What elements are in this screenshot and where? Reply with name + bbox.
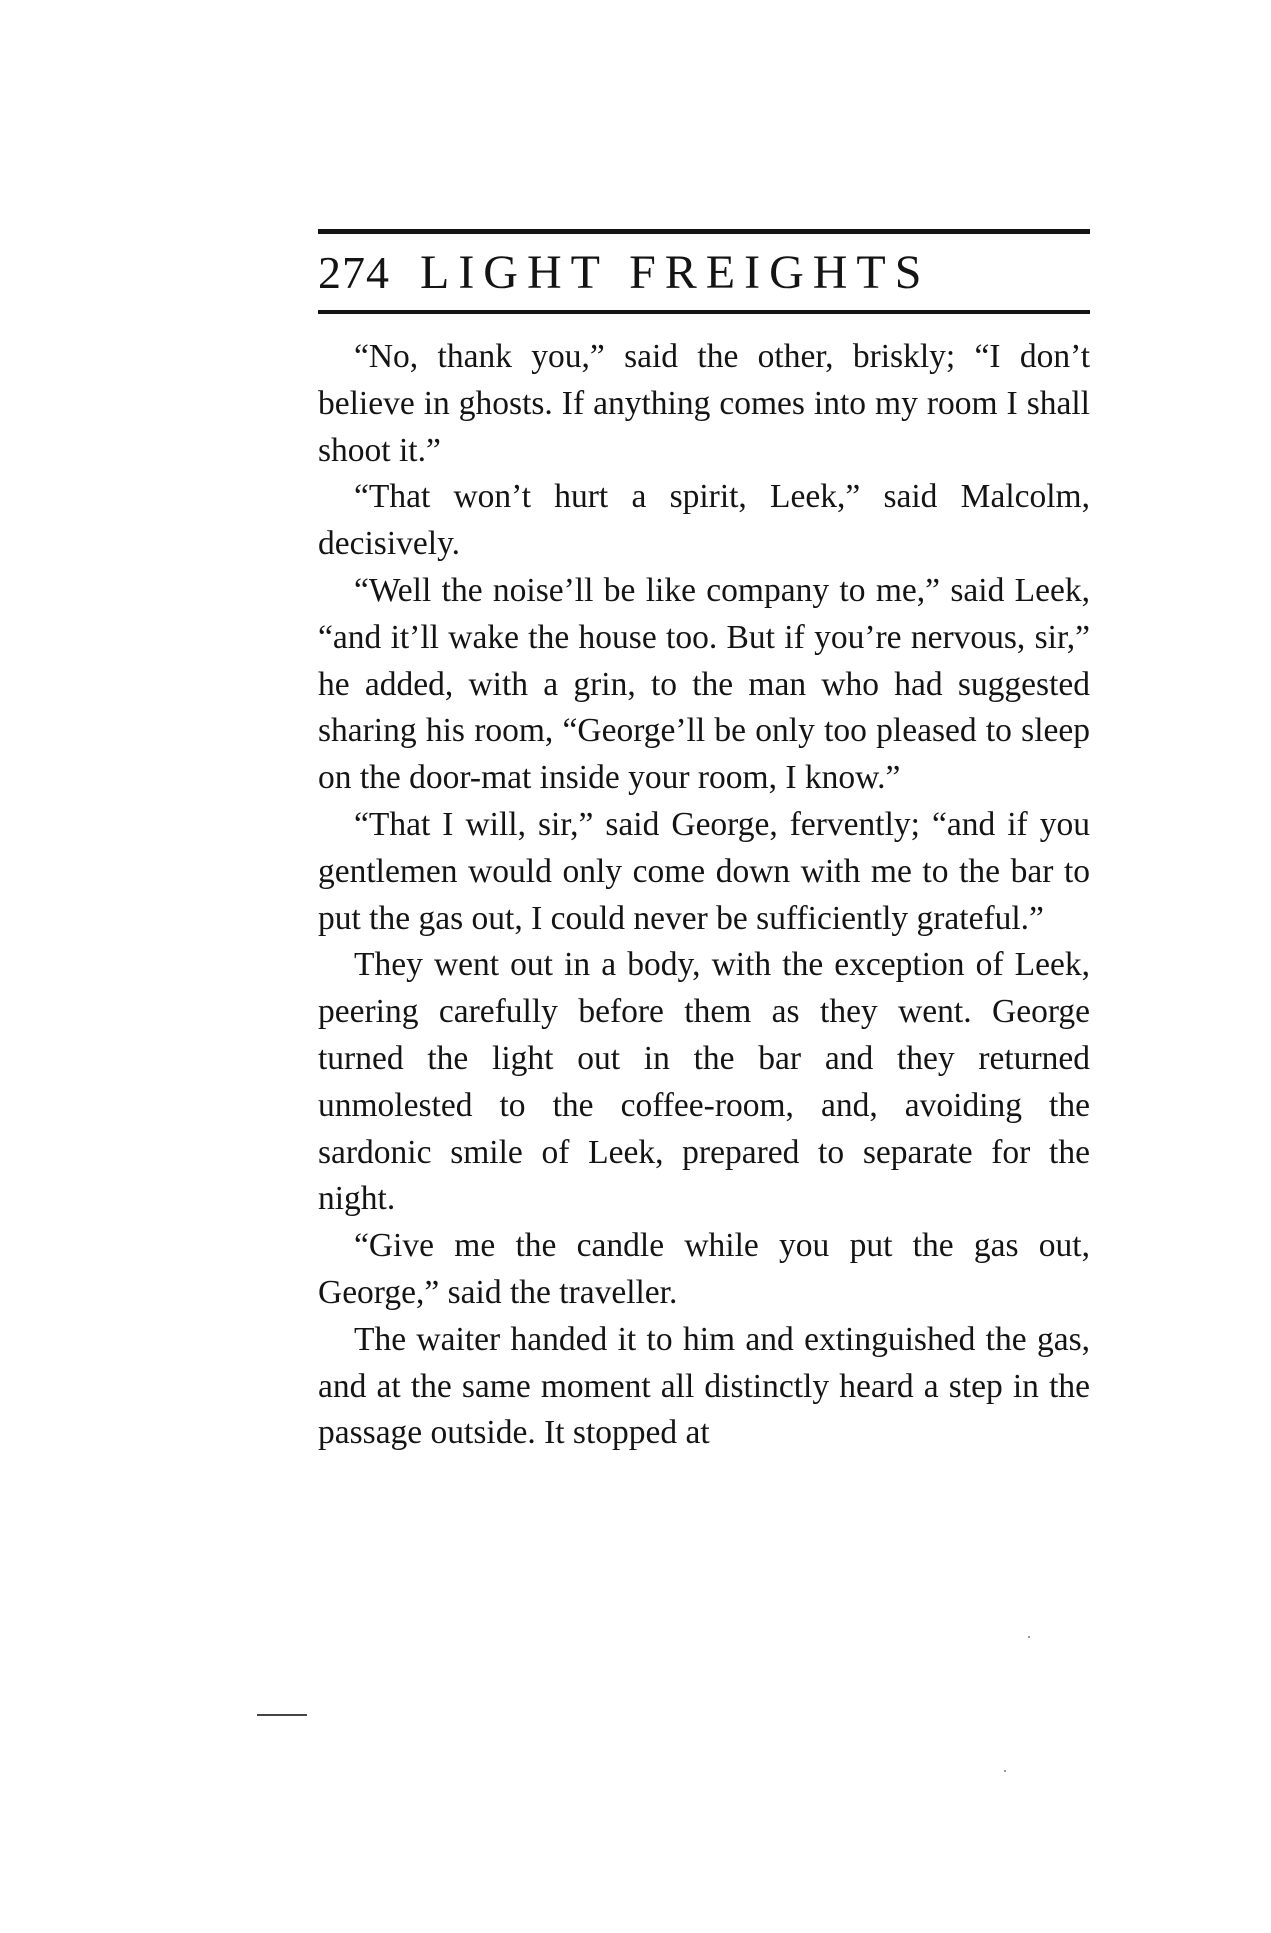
header-rule-top (318, 229, 1090, 234)
book-title: LIGHT FREIGHTS (420, 246, 931, 299)
running-head (318, 238, 1090, 308)
stray-dash-mark (257, 1714, 307, 1716)
paragraph: “That I will, sir,” said George, fervently; “and if you gentlemen would only come down with me to the bar to put the gas out, I could never be sufficiently grateful.” (318, 805, 1090, 937)
paragraph: “No, thank you,” said the other, briskly; “I don’t believe in ghosts. If anything comes into my room I shall shoot it.” (318, 338, 1090, 469)
body-text (318, 334, 1090, 1457)
paragraph: The waiter handed it to him and extinguished the gas, and at the same moment all distinctly heard a step in the passage outside. It stopped at (318, 1320, 1090, 1452)
page-number: 274 (318, 247, 390, 298)
paragraph: “Give me the candle while you put the gas out, George,” said the traveller. (318, 1227, 1090, 1311)
paragraph: They went out in a body, with the exception of Leek, peering carefully before them as they went. George turned the light out in the bar and they returned unmolested to the coffee-room, and, avoiding the sardonic smile of Leek, prepared to separate for the night. (318, 946, 1090, 1218)
stray-dot-mark (1028, 1636, 1030, 1638)
paragraph: “That won’t hurt a spirit, Leek,” said Malcolm, decisively. (318, 478, 1090, 563)
stray-dot-mark (1004, 1770, 1006, 1772)
header-rule-bottom (318, 310, 1090, 314)
paragraph: “Well the noise’ll be like company to me,” said Leek, “and it’ll wake the house too. But if you’re nervous, sir,” he added, with a grin, to the man who had suggested sharing his room, “George’ll be only too pleased to sleep on the door-mat inside your room, I know.” (318, 571, 1090, 797)
